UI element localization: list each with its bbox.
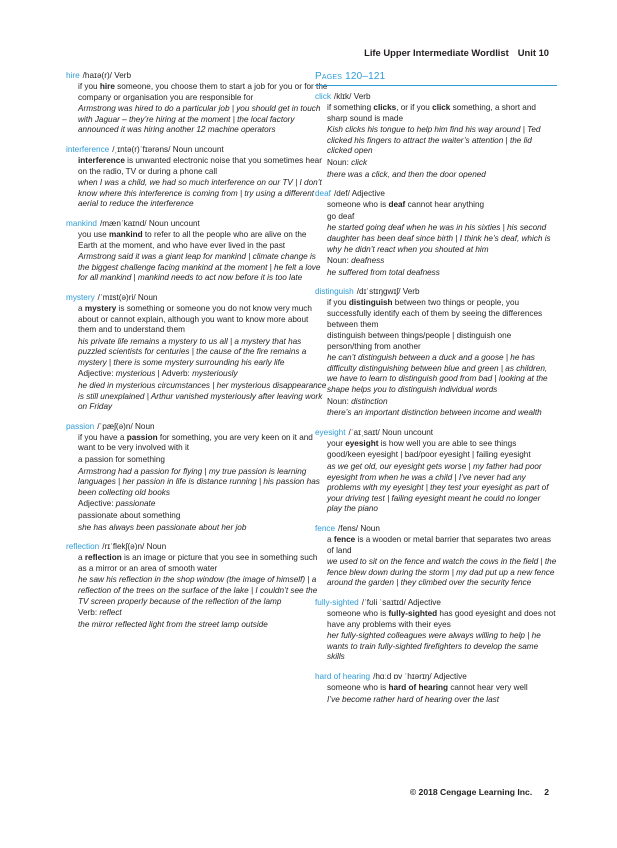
headword: passion (66, 421, 95, 431)
dictionary-entry (315, 671, 557, 705)
keyword: hard of hearing (388, 682, 449, 692)
keyword: reflection (84, 553, 122, 563)
pronunciation: /ˌɪntə(r)ˈfɪərəns/ (112, 144, 171, 154)
headword: hard of hearing (315, 671, 371, 681)
definition-text: interference is unwanted electronic noise that you sometimes hear on the radio, TV or during a phone call (78, 155, 322, 176)
pronunciation: /ˈfʊli ˈsaɪtɪd/ (361, 597, 406, 607)
headword: hire (66, 71, 80, 80)
wordlist-title: Life Upper Intermediate Wordlist (364, 47, 509, 58)
pronunciation: /haɪə(r)/ (82, 71, 112, 80)
dictionary-entry (66, 541, 328, 630)
headword: fully-sighted (315, 597, 359, 607)
entry-headline (66, 144, 328, 155)
keyword: clicks (373, 103, 397, 112)
definition-text: a fence is a wooden or metal barrier that separates two areas of land (327, 535, 551, 555)
pronunciation: /ˈpæʃ(ə)n/ (97, 421, 133, 431)
pronunciation: /klɪk/ (333, 92, 352, 101)
entry-headline (315, 671, 557, 682)
entry-headline (315, 597, 557, 608)
example-text: I’ve become rather hard of hearing over the last (327, 694, 500, 704)
usage-text: good/keen eyesight | bad/poor eyesight | failing eyesight (327, 450, 531, 460)
usage-text: passionate about something (78, 511, 181, 520)
entry-headline (315, 286, 557, 297)
derived-form: deafness (351, 256, 385, 266)
section-divider (315, 85, 557, 86)
usage-text: Noun: deafness (327, 256, 385, 266)
keyword: interference (78, 155, 125, 165)
definition-text: if something clicks, or if you click something, a short and sharp sound is made (327, 103, 536, 123)
usage-text: a passion for something (78, 455, 165, 465)
unit-label: Unit 10 (517, 47, 549, 58)
example-text: he started going deaf when he was in his sixties | his second daughter has been deaf since birth | I think he’s deaf, which is why he didn’t react when you shouted at him (327, 223, 551, 254)
pronunciation: /dɪˈstɪŋɡwɪʃ/ (356, 287, 401, 297)
page-header (364, 47, 549, 58)
derived-form: distinction (351, 396, 388, 406)
example-text: he died in mysterious circumstances | her mysterious disappearance is still unexplained | Arthur vanished mysteriously after leaving work on Friday (78, 381, 327, 412)
definition-text: you use mankind to refer to all the people who are alive on the Earth at the moment, and who have ever lived in the past (78, 229, 307, 250)
keyword: click (432, 103, 451, 112)
definition-text: a mystery is something or someone you do not know very much about or cannot explain, although you want to know more about them and to understand them (78, 303, 312, 335)
part-of-speech: Noun uncount (148, 218, 200, 228)
part-of-speech: Adjective (433, 671, 467, 681)
keyword: passion (126, 432, 158, 442)
entry-headline (315, 91, 557, 102)
example-text: she has always been passionate about her job (78, 522, 247, 532)
example-text: when I was a child, we had so much interference on our TV | I don’t know where this interference is coming from | try using a different aerial to reduce the interference (78, 178, 322, 209)
copyright: © 2018 Cengage Learning Inc. (409, 787, 533, 797)
part-of-speech: Adjective (351, 189, 385, 199)
entry-headline (66, 292, 328, 303)
part-of-speech: Noun (146, 542, 167, 552)
right-entries (315, 91, 557, 705)
headword: eyesight (315, 427, 346, 437)
page-number: 2 (544, 787, 549, 797)
example-text: Armstrong was hired to do a particular job | you should get in touch with Jaguar – they’re hiring at the moment | the local factory announced it was hiring another 12 machine operators (78, 104, 321, 135)
part-of-speech: Noun uncount (172, 144, 224, 154)
pronunciation: /ˈmɪst(ə)ri/ (97, 292, 136, 302)
dictionary-entry (66, 292, 328, 413)
headword: distinguish (315, 287, 354, 297)
usage-text: Adjective: passionate (78, 499, 156, 509)
definition-text: someone who is fully-sighted has good eyesight and does not have any problems with their eyes (327, 608, 556, 629)
definition-text: someone who is deaf cannot hear anything (327, 200, 485, 210)
part-of-speech: Noun (360, 524, 380, 533)
definition-text: someone who is hard of hearing cannot hear very well (327, 682, 528, 692)
headword: fence (315, 524, 336, 533)
example-text: Kish clicks his tongue to help him find his way around | Ted clicked his fingers to attract the waiter’s attention | the lid clicked open (327, 125, 541, 156)
usage-text: Verb: reflect (78, 608, 122, 618)
entry-headline (315, 188, 557, 199)
keyword: deaf (388, 200, 406, 210)
usage-text: Noun: click (327, 157, 368, 167)
dictionary-entry (315, 286, 557, 419)
example-text: Armstrong said it was a giant leap for mankind | climate change is the biggest challenge facing mankind at the moment | he felt a love for all mankind | mankind needs to act now before it is too late (78, 252, 321, 283)
example-text: we used to sit on the fence and watch the cows in the field | the fence blew down during the storm | my dad put up a new fence around the garden | they climbed over the security fence (327, 557, 557, 588)
usage-text: Noun: distinction (327, 396, 388, 406)
pronunciation: /fens/ (338, 524, 359, 533)
pronunciation: /mænˈkaɪnd/ (99, 218, 147, 228)
dictionary-entry (315, 188, 557, 278)
part-of-speech: Verb (114, 71, 132, 80)
entry-headline (66, 541, 328, 552)
section-title: Pages 120–121 (315, 71, 386, 82)
left-column (66, 70, 328, 638)
entry-headline (315, 427, 557, 438)
definition-text: if you distinguish between two things or people, you successfully identify each of them by seeing the differences between them (327, 298, 543, 329)
part-of-speech: Noun (135, 421, 155, 431)
pronunciation: /hɑːd ɒv ˈhɪərɪŋ/ (373, 671, 432, 681)
keyword: fully-sighted (388, 608, 438, 618)
keyword: mankind (108, 229, 143, 239)
dictionary-entry (315, 427, 557, 515)
derived-form: passionate (115, 499, 156, 509)
derived-form: reflect (99, 608, 122, 618)
headword: deaf (315, 189, 331, 199)
part-of-speech: Verb (402, 287, 420, 297)
part-of-speech: Noun (137, 292, 158, 302)
dictionary-entry (315, 523, 557, 589)
headword: click (315, 92, 331, 101)
example-text: his private life remains a mystery to us all | a mystery that has puzzled scientists for centuries | the cause of the fire remains a mystery | there is some mystery surrounding his early life (78, 336, 307, 367)
dictionary-entry (315, 597, 557, 663)
entry-headline (315, 523, 557, 534)
definition-text: your eyesight is how well you are able to see things (327, 438, 517, 448)
headword: mystery (66, 292, 95, 302)
dictionary-entry (315, 91, 557, 180)
keyword: eyesight (345, 438, 379, 448)
entry-headline (66, 218, 328, 229)
part-of-speech: Noun uncount (382, 427, 434, 437)
headword: mankind (66, 218, 97, 228)
keyword: fence (333, 535, 356, 544)
example-text: as we get old, our eyesight gets worse | my father had poor eyesight from when he was a child | I’ve never had any problems with my eyesight | they test your eyesight as part of your driving test | failing eyesight meant he could no longer play the piano (327, 462, 549, 514)
usage-text: go deaf (327, 211, 355, 221)
definition-text: if you have a passion for something, you are very keen on it and want to be very involved with it (78, 432, 313, 453)
derived-form: click (351, 157, 368, 167)
example-text: there’s an important distinction between income and wealth (327, 408, 542, 418)
dictionary-entry (66, 421, 328, 533)
example-text: he can’t distinguish between a duck and a goose | he has difficulty distinguishing between blue and green | as children, we have to learn to distinguish good from bad | looking at the shape helps you to distinguish individual words (327, 353, 548, 395)
pronunciation: /def/ (333, 189, 350, 199)
keyword: mystery (84, 303, 117, 313)
pronunciation: /ˈaɪˌsaɪt/ (348, 427, 380, 437)
dictionary-entry (66, 218, 328, 284)
keyword: distinguish (348, 298, 393, 308)
pronunciation: /rɪˈflekʃ(ə)n/ (102, 542, 145, 552)
example-text: there was a click, and then the door opened (327, 169, 486, 179)
example-text: the mirror reflected light from the street lamp outside (78, 619, 268, 629)
part-of-speech: Verb (353, 92, 371, 101)
part-of-speech: Adjective (407, 597, 441, 607)
definition-text: a reflection is an image or picture that you see in something such as a mirror or an area of smooth water (78, 553, 318, 573)
dictionary-entry (66, 70, 328, 136)
page-footer (410, 787, 549, 797)
usage-text: Adjective: mysterious | Adverb: mysteriously (78, 369, 238, 379)
right-column (315, 70, 557, 713)
entry-headline (66, 70, 328, 81)
headword: reflection (66, 542, 100, 552)
usage-text: distinguish between things/people | distinguish one person/thing from another (327, 331, 512, 351)
example-text: her fully-sighted colleagues were always willing to help | he wants to train fully-sighted firefighters to develop the same skills (327, 631, 541, 662)
keyword: hire (99, 82, 115, 91)
derived-form: mysteriously (192, 369, 238, 379)
definition-text: if you hire someone, you choose them to start a job for you or for the company or organisation you are responsible for (78, 82, 328, 102)
dictionary-entry (66, 144, 328, 210)
example-text: he suffered from total deafness (327, 267, 440, 277)
example-text: he saw his reflection in the shop window (the image of himself) | a reflection of the trees on the surface of the lake | I couldn’t see the TV screen properly because of the reflection of the lamp (78, 575, 318, 606)
derived-form: mysterious (115, 369, 156, 379)
entry-headline (66, 421, 328, 432)
headword: interference (66, 144, 110, 154)
example-text: Armstrong had a passion for flying | my true passion is learning languages | her passion in life is distance running | his passion has been collecting old books (78, 466, 320, 497)
